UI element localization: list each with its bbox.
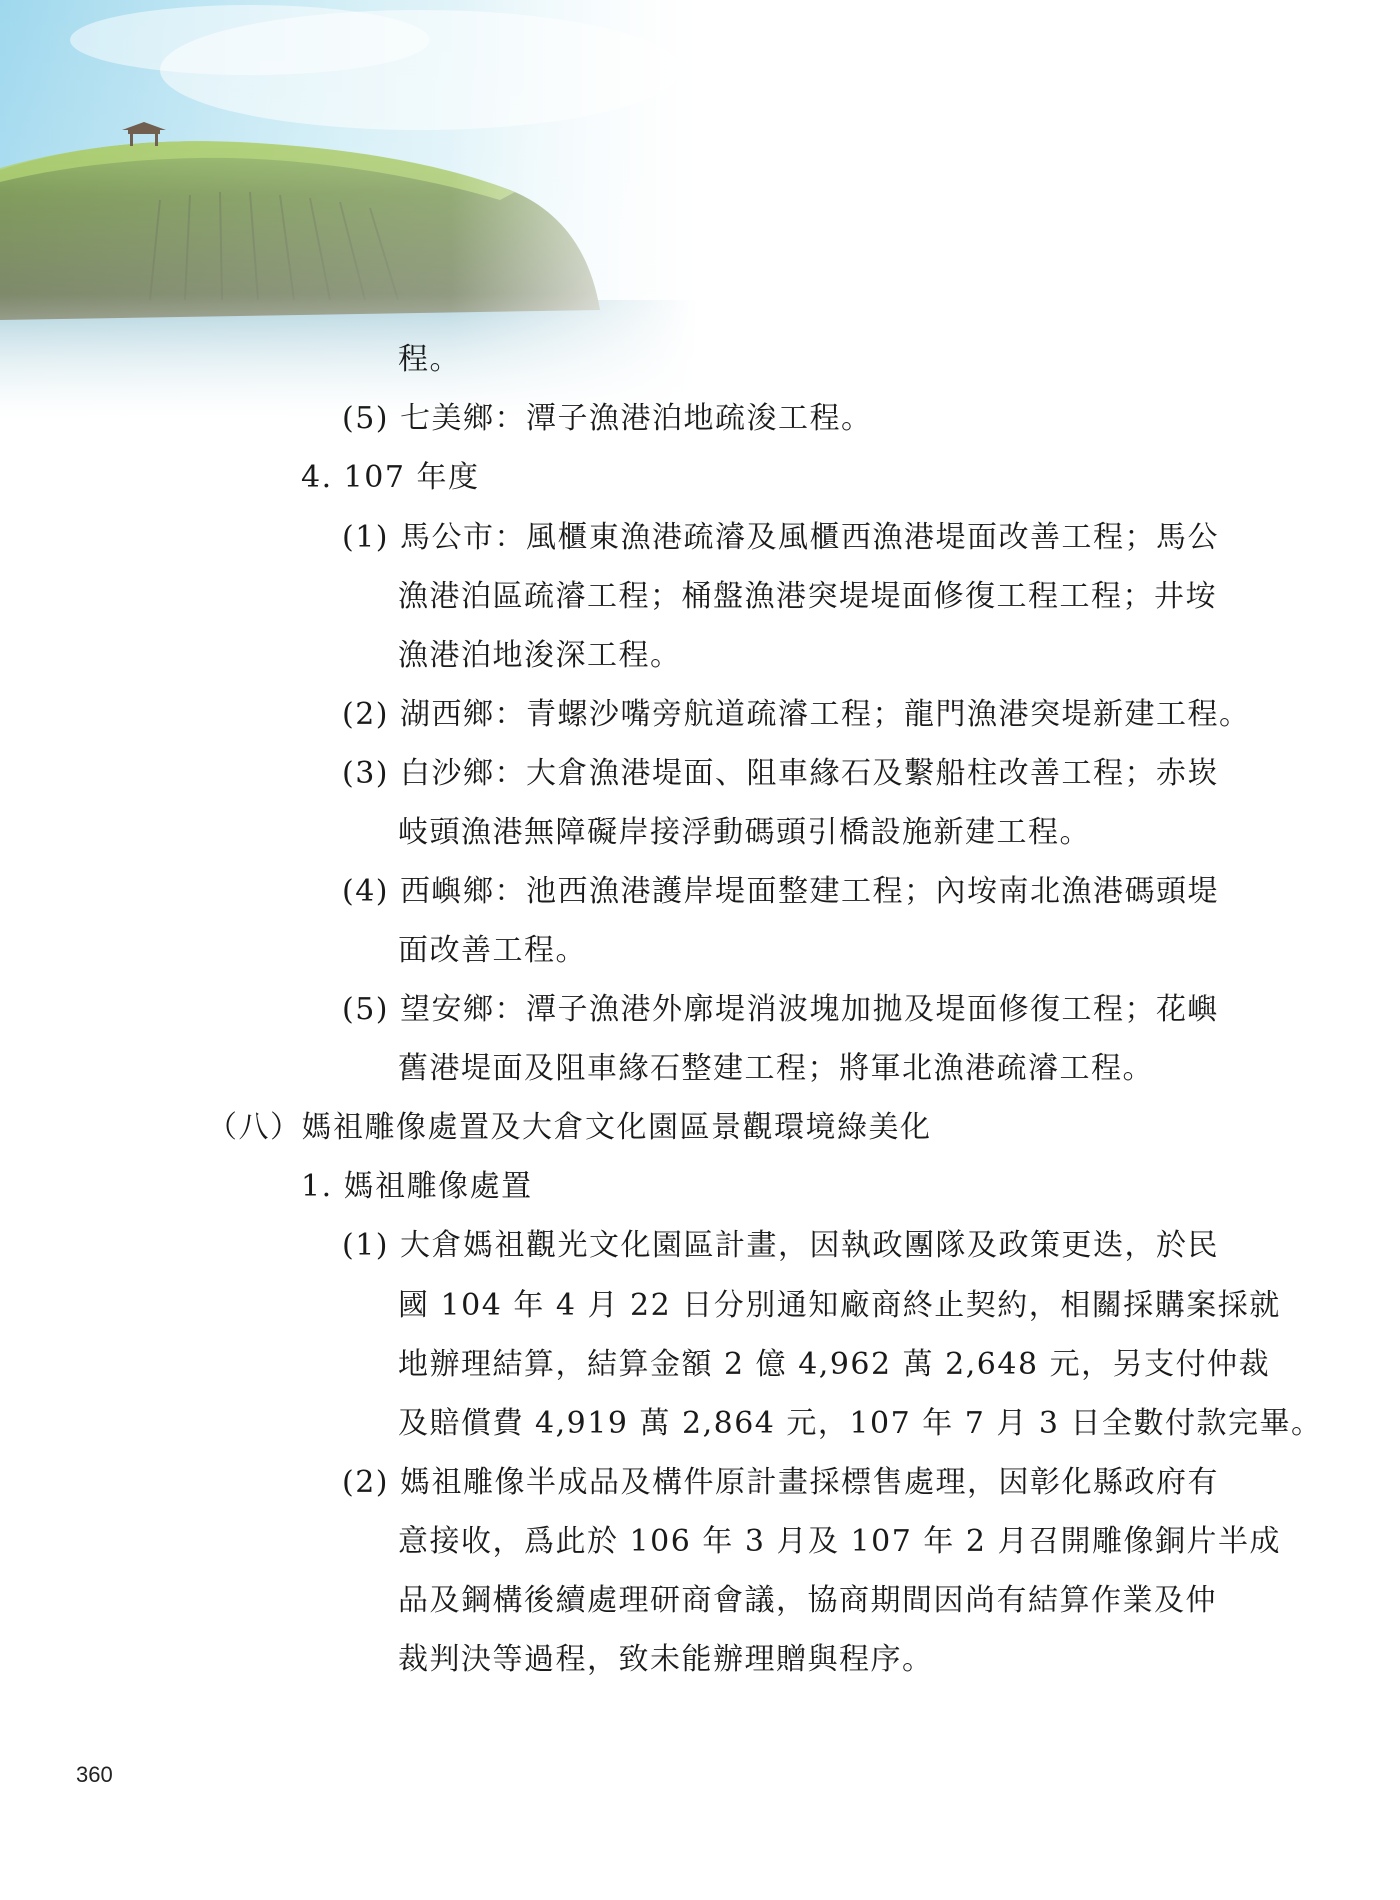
text-line: (3) 白沙鄉：大倉漁港堤面、阻車緣石及繫船柱改善工程；赤崁 bbox=[342, 756, 1220, 791]
text-line: 程。 bbox=[398, 342, 461, 377]
section-heading: （八）媽祖雕像處置及大倉文化園區景觀環境綠美化 bbox=[207, 1110, 932, 1145]
text-line: (4) 西嶼鄉：池西漁港護岸堤面整建工程；內垵南北漁港碼頭堤 bbox=[342, 874, 1220, 909]
text-line: (1) 大倉媽祖觀光文化園區計畫，因執政團隊及政策更迭，於民 bbox=[342, 1228, 1220, 1263]
text-line: 意接收，爲此於 106 年 3 月及 107 年 2 月召開雕像銅片半成 bbox=[398, 1524, 1281, 1559]
text-line: 漁港泊區疏濬工程；桶盤漁港突堤堤面修復工程工程；井垵 bbox=[398, 579, 1217, 614]
text-line: 舊港堤面及阻車緣石整建工程；將軍北漁港疏濬工程。 bbox=[398, 1051, 1154, 1086]
text-line: (1) 馬公市：風櫃東漁港疏濬及風櫃西漁港堤面改善工程；馬公 bbox=[342, 520, 1220, 555]
text-line: 漁港泊地浚深工程。 bbox=[398, 638, 682, 673]
text-line: 岐頭漁港無障礙岸接浮動碼頭引橋設施新建工程。 bbox=[398, 815, 1091, 850]
text-line: (2) 媽祖雕像半成品及構件原計畫採標售處理，因彰化縣政府有 bbox=[342, 1465, 1220, 1500]
text-line: 面改善工程。 bbox=[398, 933, 587, 968]
text-line: (5) 七美鄉：潭子漁港泊地疏浚工程。 bbox=[342, 401, 873, 436]
text-line: 地辦理結算，結算金額 2 億 4,962 萬 2,648 元，另支付仲裁 bbox=[398, 1347, 1271, 1382]
text-line: 裁判決等過程，致未能辦理贈與程序。 bbox=[398, 1642, 934, 1677]
text-line: 及賠償費 4,919 萬 2,864 元，107 年 7 月 3 日全數付款完畢。 bbox=[398, 1406, 1323, 1441]
text-line: (2) 湖西鄉：青螺沙嘴旁航道疏濬工程；龍門漁港突堤新建工程。 bbox=[342, 697, 1251, 732]
page-number: 360 bbox=[76, 1762, 113, 1787]
text-line: 國 104 年 4 月 22 日分別通知廠商終止契約，相關採購案採就 bbox=[398, 1288, 1281, 1323]
text-line: 4. 107 年度 bbox=[301, 460, 480, 495]
subsection-heading: 1. 媽祖雕像處置 bbox=[301, 1169, 533, 1204]
text-line: 品及鋼構後續處理研商會議，協商期間因尚有結算作業及仲 bbox=[398, 1583, 1217, 1618]
text-line: (5) 望安鄉：潭子漁港外廓堤消波塊加拋及堤面修復工程；花嶼 bbox=[342, 992, 1220, 1027]
